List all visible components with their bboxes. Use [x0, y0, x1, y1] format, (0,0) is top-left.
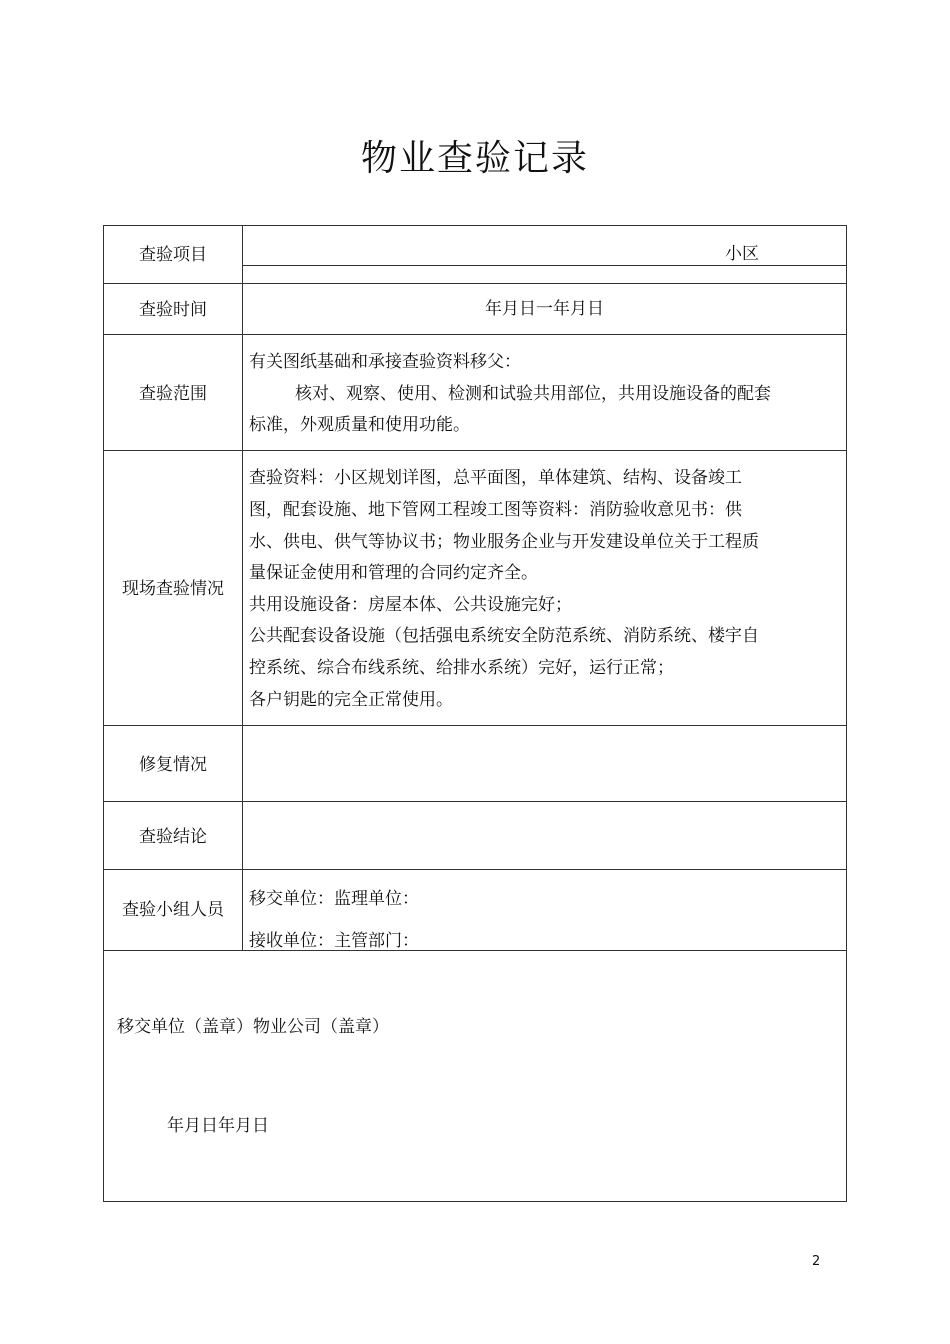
- team-line-2: 接收单位：主管部门：: [249, 931, 419, 951]
- onsite-line: 共用设施设备：房屋本体、公共设施完好；: [249, 595, 572, 615]
- row-divider: [103, 869, 847, 870]
- project-value: 小区: [725, 244, 759, 264]
- onsite-line: 公共配套设备设施（包括强电系统安全防范系统、消防系统、楼宇自: [249, 626, 759, 646]
- row-divider: [103, 801, 847, 802]
- onsite-line: 控系统、综合布线系统、给排水系统）完好，运行正常；: [249, 658, 674, 678]
- label-conclusion: 查验结论: [139, 827, 207, 847]
- page-number: 2: [812, 1254, 821, 1269]
- label-scope: 查验范围: [139, 384, 207, 404]
- onsite-line: 量保证金使用和管理的合同约定齐全。: [249, 563, 538, 583]
- label-team: 查验小组人员: [122, 900, 224, 920]
- row-divider: [103, 950, 847, 951]
- time-value: 年月日一年月日: [485, 299, 604, 319]
- onsite-line: 各户钥匙的完全正常使用。: [249, 690, 453, 710]
- row-divider: [103, 283, 847, 284]
- page-title: 物业查验记录: [360, 138, 589, 179]
- label-project: 查验项目: [139, 245, 207, 265]
- label-onsite: 现场查验情况: [122, 579, 224, 599]
- row-divider: [103, 725, 847, 726]
- seal-line: 移交单位（盖章）物业公司（盖章）: [117, 1017, 389, 1037]
- onsite-line: 图，配套设施、地下管网工程竣工图等资料：消防验收意见书：供: [249, 500, 742, 520]
- scope-line-3: 标准，外观质量和使用功能。: [249, 415, 470, 435]
- row-divider: [103, 450, 847, 451]
- onsite-line: 查验资料：小区规划详图，总平面图，单体建筑、结构、设备竣工: [249, 468, 742, 488]
- label-time: 查验时间: [139, 300, 207, 320]
- scope-line-1: 有关图纸基础和承接查验资料移父：: [249, 352, 521, 372]
- column-divider: [242, 225, 243, 950]
- label-repair: 修复情况: [139, 755, 207, 775]
- scope-line-2: 核对、观察、使用、检测和试验共用部位，共用设施设备的配套: [295, 384, 771, 404]
- onsite-line: 水、供电、供气等协议书；物业服务企业与开发建设单位关于工程质: [249, 532, 759, 552]
- team-line-1: 移交单位：监理单位：: [249, 889, 419, 909]
- row-divider: [103, 334, 847, 335]
- date-line: 年月日年月日: [167, 1116, 269, 1136]
